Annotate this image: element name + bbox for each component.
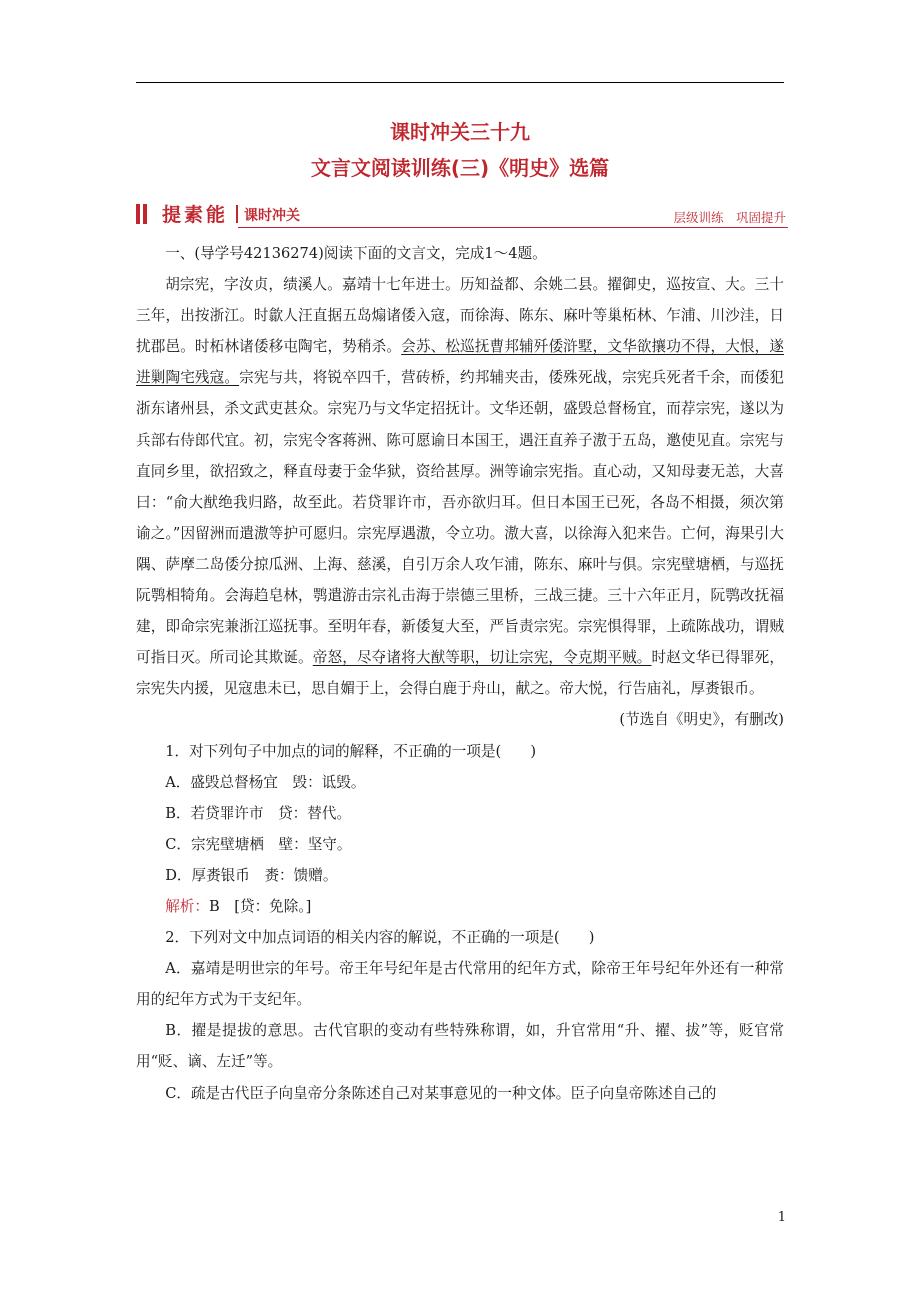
- q2-option-a: A．嘉靖是明世宗的年号。帝王年号纪年是古代常用的纪年方式，除帝王年号纪年外还有一种常用的纪年方式为干支纪年。: [136, 960, 784, 1009]
- q1-option-b: B．若贷罪许市 贷：替代。: [165, 804, 352, 822]
- banner-bars-icon: [136, 204, 150, 224]
- banner-main-label: 提素能: [162, 204, 229, 226]
- document-body: [136, 238, 784, 1109]
- q2-option-c: C．疏是古代臣子向皇帝分条陈述自己对某事意见的一种文体。臣子向皇帝陈述自己的: [165, 1084, 717, 1102]
- q1-option-a: A．盛毁总督杨宜 毁：诋毁。: [165, 773, 366, 791]
- q2-stem: 2．下列对文中加点词语的相关内容的解说，不正确的一项是( ): [165, 929, 595, 947]
- passage-text-c: 时赵文华已得罪死，宗宪失内援，见寇患未已，思自媚于上，会得白鹿于舟山，献之。帝大悦，行告庙礼，厚赉银币。: [136, 649, 784, 698]
- passage-text-b: 宗宪与共，将锐卒四千，营砖桥，约邦辅夹击，倭殊死战，宗宪兵死者千余，而倭犯浙东诸州县，杀文武吏甚众。宗宪乃与文华定招抚计。文华还朝，盛毁总督杨宜，而荐宗宪，遂以为兵部右侍郎代宜。初，宗宪令客蒋洲、陈可愿谕日本国王，遇汪直养子滶于五岛，邀使见直。宗宪与直同乡里，欲招致之，释直母妻于金华狱，资给甚厚。洲等谕宗宪指。直心动，又知母妻无恙，大喜曰：“俞大猷绝我归路，故至此。若贷罪许市，吾亦欲归耳。但日本国王已死，各岛不相摄，须次第谕之。”因留洲而遣滶等护可愿归。宗宪厚遇滶，令立功。滶大喜，以徐海入犯来告。亡何，海果引大隅、萨摩二岛倭分掠瓜洲、上海、慈溪，自引万余人攻乍浦，陈东、麻叶与俱。宗宪壁塘栖，与巡抚阮鹗相犄角。会海趋皂林，鹗遣游击宗礼击海于崇德三里桥，三战三捷。三十六年正月，阮鹗改抚福建，即命宗宪兼浙江巡抚事。至明年春，新倭复大至，严旨责宗宪。宗宪惧得罪，上疏陈战功，谓贼可指日灭。所司论其欺诞。: [136, 369, 784, 667]
- section-banner: [136, 200, 788, 228]
- passage-text-a: 胡宗宪，字汝贞，绩溪人。嘉靖十七年进士。历知益都、余姚二县。擢御史，巡按宣、大。三十三年，出按浙江。时歙人汪直据五岛煽诸倭入寇，而徐海、陈东、麻叶等巢柘林、乍浦、川沙洼，日扰郡邑。时柘林诸倭移屯陶宅，势稍杀。: [136, 276, 784, 356]
- underlined-sentence-1: 会苏、松巡抚曹邦辅歼倭浒墅，文华欲攘功不得，大恨，遂进剿陶宅残寇。: [136, 338, 784, 387]
- page-number: 1: [777, 1210, 786, 1225]
- page-subtitle: 文言文阅读训练(三)《明史》选篇: [310, 156, 610, 180]
- q1-option-d: D．厚赉银币 赉：馈赠。: [165, 866, 338, 884]
- answer-label: 解析：: [165, 897, 209, 915]
- top-rule: [136, 82, 784, 83]
- q1-option-c: C．宗宪壁塘栖 壁：坚守。: [165, 835, 352, 853]
- q1-answer: [136, 891, 784, 922]
- passage-paragraph: [136, 269, 784, 704]
- page-title: 课时冲关三十九: [390, 120, 530, 144]
- q1-stem: 1．对下列句子中加点的词的解释，不正确的一项是( ): [165, 742, 537, 760]
- passage-intro: 一、(导学号42136274)阅读下面的文言文，完成1～4题。: [165, 245, 547, 262]
- passage-source: (节选自《明史》，有删改): [619, 711, 784, 729]
- underlined-sentence-2: 帝怒，尽夺诸将大猷等职，切让宗宪，令克期平贼。: [312, 649, 652, 667]
- answer-text: B [贷：免除。]: [208, 897, 312, 915]
- banner-right-label: 层级训练 巩固提升: [673, 210, 786, 225]
- q2-option-b: B．擢是提拔的意思。古代官职的变动有些特殊称谓，如，升官常用“升、擢、拔”等，贬官常用“贬、谪、左迁”等。: [136, 1022, 784, 1071]
- banner-underline: [238, 227, 788, 228]
- banner-sub-label: 课时冲关: [244, 208, 300, 224]
- banner-separator: [236, 205, 238, 223]
